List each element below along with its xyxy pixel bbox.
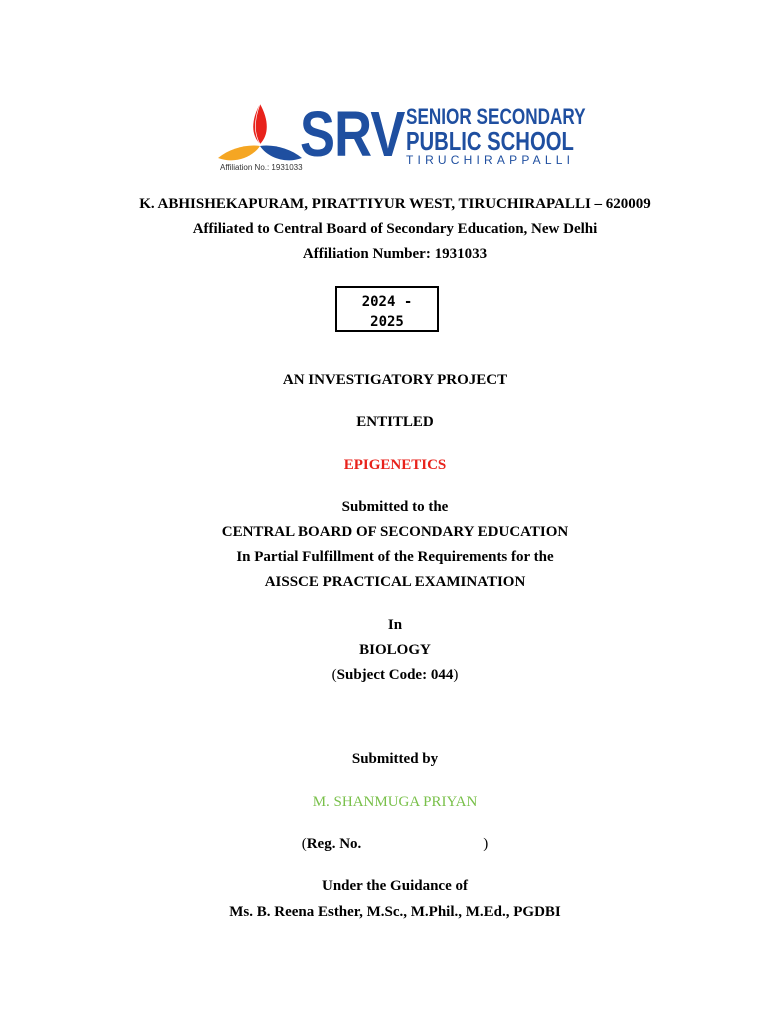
subject-code-open: ( [331, 667, 337, 683]
subject-code [0, 666, 768, 684]
subject-code-text: Subject Code: 044 [336, 667, 454, 683]
school-address: K. ABHISHEKAPURAM, PIRATTIYUR WEST, TIRUCHIRAPALLI – 620009 [139, 196, 651, 212]
logo-line-city: TIRUCHIRAPPALLI [406, 153, 575, 167]
year-line-2: 2025 [370, 314, 404, 330]
reg-label: Reg. No. [306, 836, 362, 852]
brand-wordmark: SRV [300, 98, 405, 170]
reg-open: ( [301, 836, 307, 852]
partial-fulfillment: In Partial Fulfillment of the Requirements for the [236, 549, 554, 565]
student-name: M. SHANMUGA PRIYAN [312, 794, 478, 810]
project-heading: AN INVESTIGATORY PROJECT [282, 372, 508, 388]
logo-line-senior: SENIOR SECONDARY [406, 104, 586, 129]
academic-year-box [335, 286, 439, 332]
affiliation-number: Affiliation Number: 1931033 [302, 246, 488, 262]
subject-code-close: ) [453, 667, 459, 683]
logo-line-public: PUBLIC SCHOOL [406, 126, 574, 156]
guide-name: Ms. B. Reena Esther, M.Sc., M.Phil., M.Ed., PGDBI [229, 904, 561, 920]
reg-close: ) [483, 836, 489, 852]
guidance-label: Under the Guidance of [322, 878, 468, 894]
flower-petal-icon [216, 100, 306, 172]
affiliation-text: Affiliated to Central Board of Secondary Education, New Delhi [192, 221, 598, 237]
school-logo [216, 98, 586, 176]
registration-number [0, 835, 768, 853]
project-topic: EPIGENETICS [343, 457, 447, 473]
exam-name: AISSCE PRACTICAL EXAMINATION [264, 574, 526, 590]
logo-affiliation: Affiliation No.: 1931033 [220, 163, 303, 172]
submitted-by-label: Submitted by [351, 751, 439, 767]
entitled-label: ENTITLED [356, 414, 434, 430]
in-label: In [387, 617, 403, 633]
submitted-to-label: Submitted to the [341, 499, 449, 515]
subject-name: BIOLOGY [359, 642, 431, 658]
year-line-1: 2024 - [361, 294, 413, 310]
board-name: CENTRAL BOARD OF SECONDARY EDUCATION [221, 524, 569, 540]
